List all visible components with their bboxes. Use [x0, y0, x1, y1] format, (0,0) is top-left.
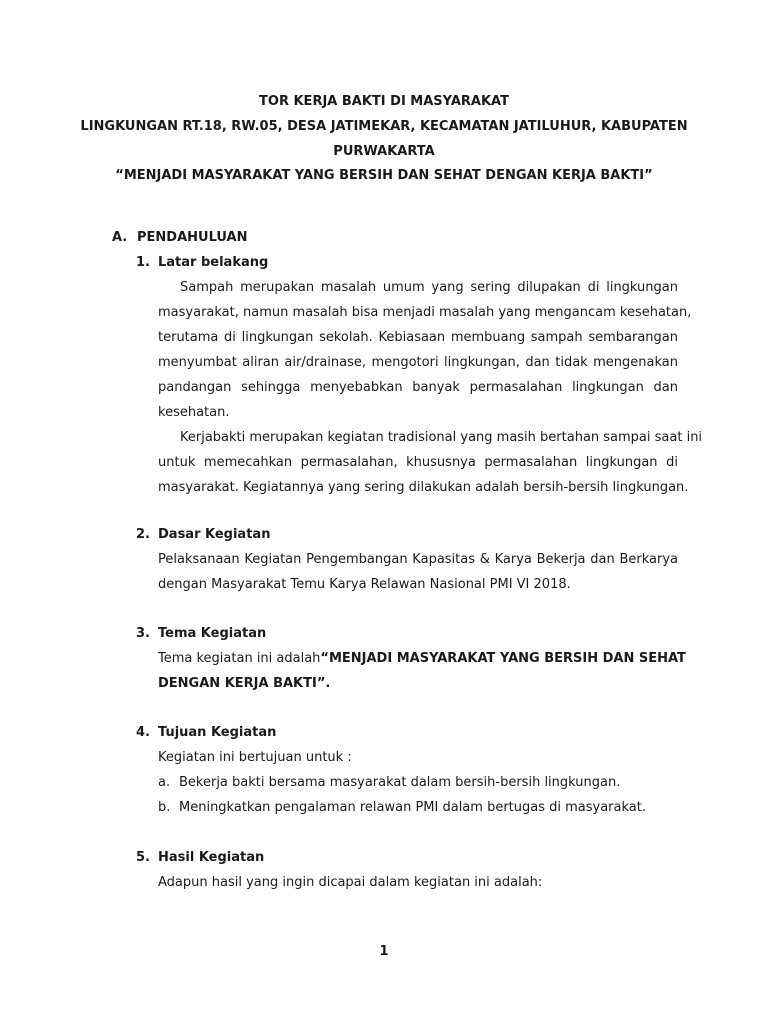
heading-2-title: Dasar Kegiatan [158, 527, 271, 542]
paragraph-tema-kegiatan [158, 651, 686, 701]
text-line: Kerjabakti merupakan kegiatan tradisional yang masih bertahan sampai saat ini [180, 430, 703, 445]
list-item: Meningkatkan pengalaman relawan PMI dalam bertugas di masyarakat. [179, 800, 646, 815]
text-line: dengan Masyarakat Temu Karya Relawan Nasional PMI VI 2018. [158, 577, 571, 592]
list-item: Bekerja bakti bersama masyarakat dalam bersih-bersih lingkungan. [179, 775, 621, 790]
heading-1-number: 1. [136, 255, 150, 270]
text-line [158, 651, 686, 676]
title-line-3: PURWAKARTA [333, 144, 435, 159]
heading-5-title: Hasil Kegiatan [158, 850, 265, 865]
text-line: Sampah merupakan masalah umum yang sering dilupakan di lingkungan [180, 280, 678, 295]
heading-4-title: Tujuan Kegiatan [158, 725, 277, 740]
title-line-1: TOR KERJA BAKTI DI MASYARAKAT [259, 94, 509, 109]
text-line: kesehatan. [158, 405, 230, 420]
hasil-intro: Adapun hasil yang ingin dicapai dalam kegiatan ini adalah: [158, 875, 543, 890]
tujuan-intro: Kegiatan ini bertujuan untuk : [158, 750, 352, 765]
paragraph-latar-belakang [158, 280, 703, 505]
heading-5-number: 5. [136, 850, 150, 865]
tema-theme-part1: “MENJADI MASYARAKAT YANG BERSIH DAN SEHAT [320, 651, 686, 666]
title-line-2: LINGKUNGAN RT.18, RW.05, DESA JATIMEKAR, KECAMATAN JATILUHUR, KABUPATEN [80, 119, 688, 134]
list-item-marker: a. [158, 775, 171, 790]
paragraph-dasar-kegiatan [158, 552, 678, 602]
list-item-marker: b. [158, 800, 171, 815]
heading-3-number: 3. [136, 626, 150, 641]
section-a-title: PENDAHULUAN [137, 230, 248, 245]
text-line: Pelaksanaan Kegiatan Pengembangan Kapasitas & Karya Bekerja dan Berkarya [158, 552, 678, 567]
text-line: pandangan sehingga menyebabkan banyak permasalahan lingkungan dan [158, 380, 678, 395]
section-a-label: A. [112, 230, 128, 245]
text-line: untuk memecahkan permasalahan, khususnya permasalahan lingkungan di [158, 455, 678, 470]
tema-theme-part2: DENGAN KERJA BAKTI”. [158, 676, 331, 691]
heading-1-title: Latar belakang [158, 255, 269, 270]
tema-intro: Tema kegiatan ini adalah [158, 651, 321, 666]
page-number: 1 [379, 944, 389, 959]
text-line: terutama di lingkungan sekolah. Kebiasaan membuang sampah sembarangan [158, 330, 678, 345]
heading-4-number: 4. [136, 725, 150, 740]
text-line: menyumbat aliran air/drainase, mengotori lingkungan, dan tidak mengenakan [158, 355, 678, 370]
heading-2-number: 2. [136, 527, 150, 542]
heading-3-title: Tema Kegiatan [158, 626, 267, 641]
text-line: masyarakat. Kegiatannya yang sering dilakukan adalah bersih-bersih lingkungan. [158, 480, 689, 495]
document-tagline: “MENJADI MASYARAKAT YANG BERSIH DAN SEHAT DENGAN KERJA BAKTI” [115, 168, 653, 183]
text-line: masyarakat, namun masalah bisa menjadi masalah yang mengancam kesehatan, [158, 305, 692, 320]
